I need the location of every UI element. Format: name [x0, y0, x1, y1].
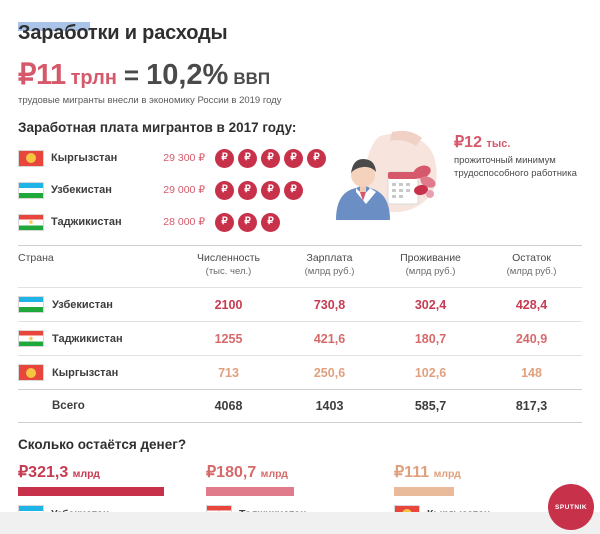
table-cell-count: 1255 [214, 331, 243, 346]
coin-group [215, 181, 303, 200]
table-header-living-sub: (млрд руб.) [405, 265, 456, 277]
data-table [18, 245, 582, 423]
table-row [18, 321, 582, 355]
flag-uzbekistan-icon [18, 182, 44, 199]
headline [18, 57, 582, 92]
bar-amount-row [18, 462, 206, 482]
table-header-rest [481, 252, 582, 278]
table-cell-living: 180,7 [414, 331, 447, 346]
bar-fill [206, 487, 294, 496]
table-header-count-label: Численность [196, 252, 261, 264]
table-cell-country [18, 296, 178, 313]
headline-subtitle: трудовые мигранты внесли в экономику России в 2019 году [18, 95, 282, 106]
worker-illustration [322, 128, 452, 220]
ruble-coin-icon: ₽ [238, 213, 257, 232]
headline-unit: трлн [70, 67, 117, 89]
table-cell-count: 713 [218, 365, 239, 380]
sputnik-logo: SPUTNIK [548, 484, 594, 530]
table-cell-country [18, 364, 178, 381]
table-cell-country [18, 330, 178, 347]
bar-amount: ₽111 [394, 464, 430, 481]
ruble-coin-icon: ₽ [307, 149, 326, 168]
flag-tajikistan-icon [18, 330, 44, 347]
ruble-coin-icon: ₽ [284, 149, 303, 168]
table-header-salary-sub: (млрд руб.) [304, 265, 355, 277]
wage-value: 29 000 ₽ [163, 184, 205, 196]
ruble-coin-icon: ₽ [215, 149, 234, 168]
table-cell-total-label [18, 400, 178, 412]
remaining-section-title: Сколько остаётся денег? [18, 437, 187, 452]
table-total-salary: 1403 [315, 399, 344, 413]
bar-unit: млрд [72, 468, 100, 480]
ruble-coin-icon: ₽ [238, 149, 257, 168]
table-header-salary [279, 252, 380, 278]
table-country-label: Таджикистан [52, 332, 123, 345]
table-cell-count: 2100 [214, 297, 243, 312]
table-cell-salary: 730,8 [313, 297, 346, 312]
table-country-label: Узбекистан [52, 298, 113, 311]
table-total-row [18, 389, 582, 423]
page-title: Заработки и расходы [18, 22, 228, 44]
table-cell-salary: 250,6 [313, 365, 346, 380]
table-header-salary-label: Зарплата [306, 252, 353, 264]
ruble-coin-icon: ₽ [284, 181, 303, 200]
wage-country-label: Узбекистан [51, 184, 112, 196]
wage-value: 29 300 ₽ [163, 152, 205, 164]
flag-kyrgyzstan-icon [18, 364, 44, 381]
headline-percent: 10,2% [146, 59, 229, 91]
flag-kyrgyzstan-icon [18, 150, 44, 167]
bar-unit: млрд [260, 468, 288, 480]
ruble-coin-icon: ₽ [215, 213, 234, 232]
table-header-count [178, 252, 279, 278]
wage-row [18, 177, 582, 203]
flag-tajikistan-icon [18, 214, 44, 231]
table-cell-rest: 428,4 [515, 297, 548, 312]
wage-country-label: Кыргызстан [51, 152, 118, 164]
ruble-coin-icon: ₽ [238, 181, 257, 200]
coin-group [215, 213, 280, 232]
callout-unit: тыс. [486, 138, 511, 150]
ruble-coin-icon: ₽ [261, 181, 280, 200]
headline-amount: ₽11 [18, 59, 66, 91]
wage-value: 28 000 ₽ [163, 216, 205, 228]
table-row [18, 287, 582, 321]
table-total-label: Всего [52, 400, 85, 412]
table-cell-rest: 148 [521, 365, 542, 380]
table-total-count: 4068 [214, 399, 243, 413]
remaining-money-section [18, 437, 582, 522]
footer-band [0, 512, 600, 534]
wages-section-title: Заработная плата мигрантов в 2017 году: [18, 120, 297, 135]
ruble-coin-icon: ₽ [261, 213, 280, 232]
table-header-row [18, 245, 582, 287]
table-cell-living: 102,6 [414, 365, 447, 380]
flag-uzbekistan-icon [18, 296, 44, 313]
table-header-living [380, 252, 481, 278]
callout-amount: ₽12 [454, 134, 482, 151]
table-header-living-label: Проживание [400, 252, 461, 264]
table-total-rest: 817,3 [515, 399, 548, 413]
bar-amount: ₽180,7 [206, 464, 257, 481]
ruble-coin-icon: ₽ [215, 181, 234, 200]
table-cell-salary: 421,6 [313, 331, 346, 346]
bar-fill [18, 487, 164, 496]
headline-equals: = [123, 60, 140, 90]
living-wage-callout [454, 132, 582, 181]
coin-group [215, 149, 326, 168]
table-cell-living: 302,4 [414, 297, 447, 312]
callout-amount-row [454, 132, 582, 152]
table-total-living: 585,7 [414, 399, 447, 413]
bar-unit: млрд [433, 468, 461, 480]
bar-amount-row [206, 462, 394, 482]
bar-fill [394, 487, 454, 496]
table-row [18, 355, 582, 389]
table-header-country: Страна [18, 252, 54, 264]
bar-amount: ₽321,3 [18, 464, 69, 481]
wage-country-label: Таджикистан [51, 216, 122, 228]
wage-row [18, 209, 582, 235]
ruble-coin-icon: ₽ [261, 149, 280, 168]
table-header-rest-label: Остаток [512, 252, 551, 264]
table-country-label: Кыргызстан [52, 366, 119, 379]
table-header-count-sub: (тыс. чел.) [205, 265, 252, 277]
table-cell-rest: 240,9 [515, 331, 548, 346]
table-header-rest-sub: (млрд руб.) [506, 265, 557, 277]
headline-percent-unit: ВВП [233, 69, 271, 88]
bar-amount-row [394, 462, 582, 482]
callout-description: прожиточный минимум трудоспособного работника [454, 155, 577, 179]
